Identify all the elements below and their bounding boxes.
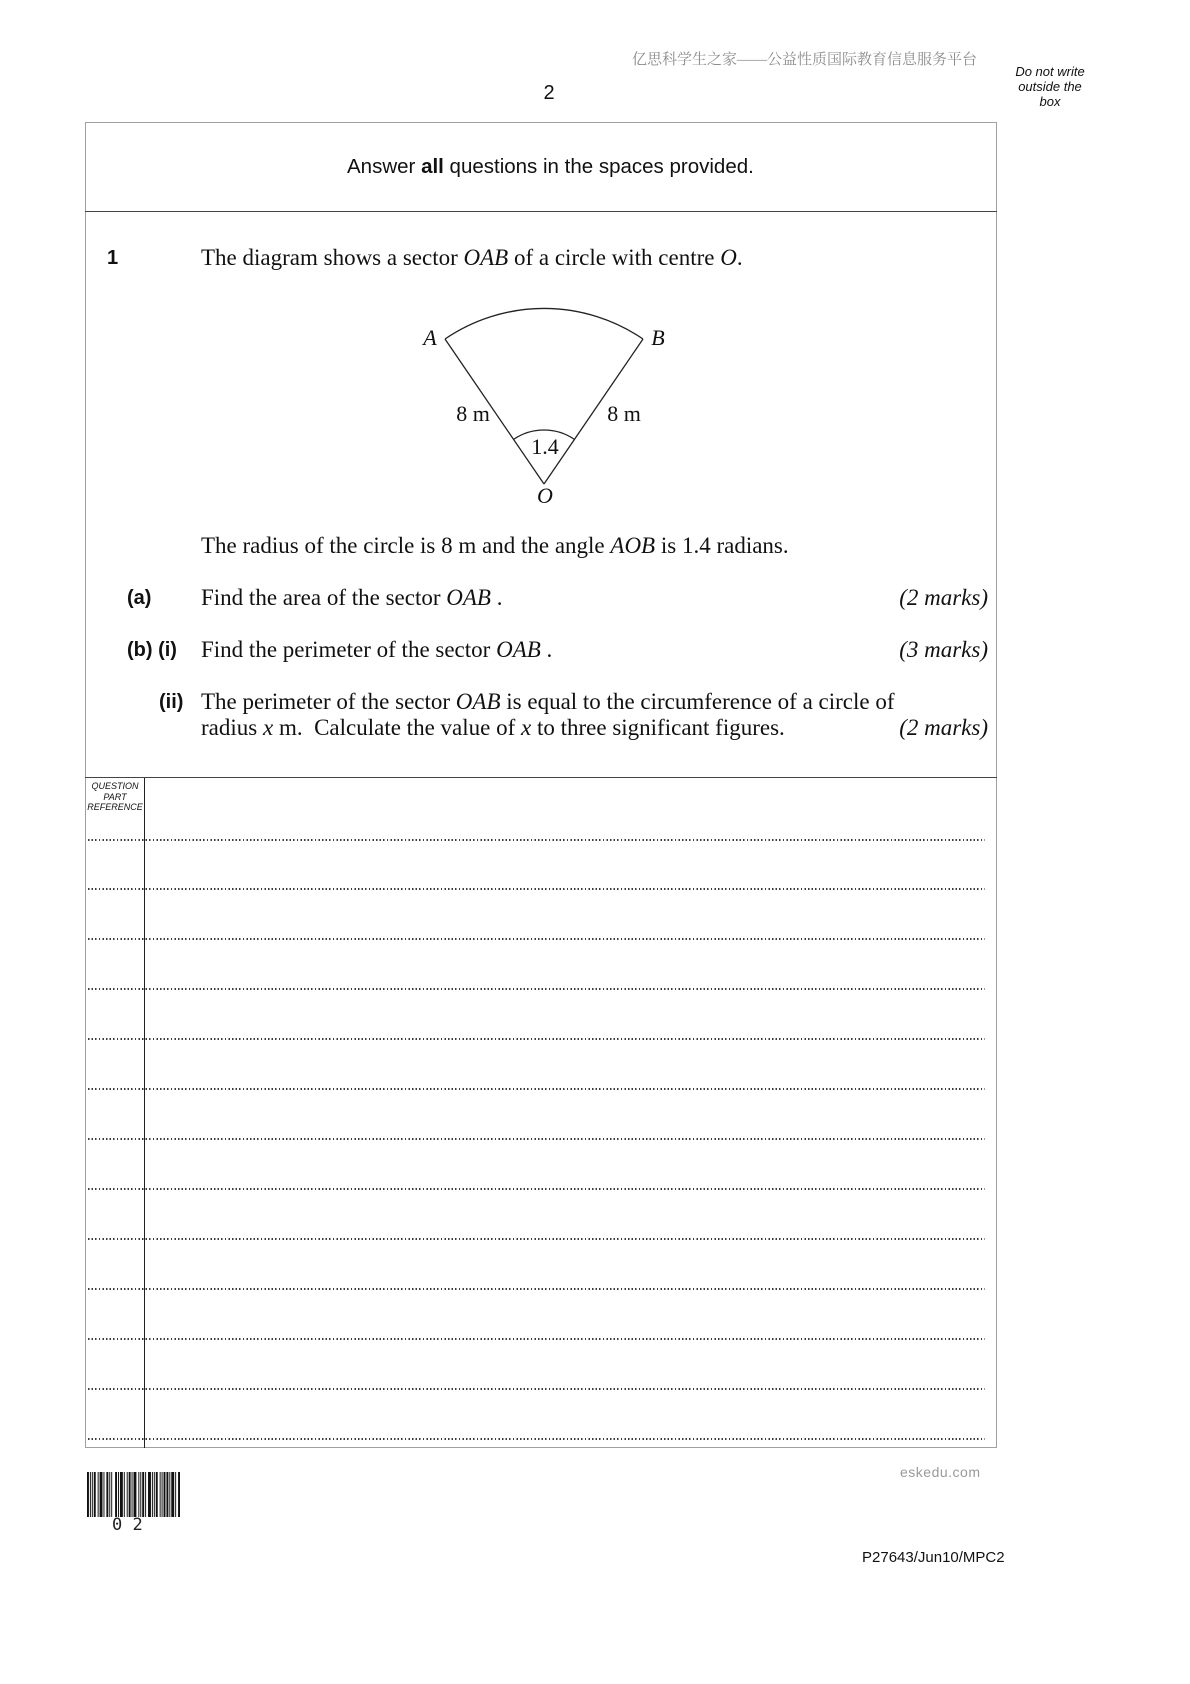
barcode-bar <box>164 1472 166 1517</box>
part-b-i-sector-name: OAB <box>496 637 541 662</box>
sector-diagram <box>400 290 700 520</box>
part-b-ii-sector-name: OAB <box>455 689 501 714</box>
label-angle: 1.4 <box>531 434 559 459</box>
given-text: The radius of the circle is 8 m and the angle <box>201 533 611 558</box>
part-a-text-segment: Find the area of the sector <box>201 585 447 610</box>
intro-sector-name: OAB <box>463 245 509 270</box>
label-point-a: A <box>423 325 437 350</box>
barcode-bar <box>118 1472 119 1517</box>
answer-line <box>88 938 985 940</box>
barcode-bar <box>169 1472 170 1517</box>
answer-line <box>88 1388 985 1390</box>
barcode-bar <box>162 1472 163 1517</box>
question-part-reference-header <box>86 781 144 813</box>
barcode-bar <box>175 1472 176 1517</box>
barcode-bar <box>94 1472 96 1517</box>
label-point-o: O <box>537 483 553 508</box>
question-number: 1 <box>107 247 119 269</box>
barcode-bar <box>140 1472 141 1517</box>
part-a-label: (a) <box>127 587 152 609</box>
question-given <box>201 533 789 559</box>
reference-header-line: REFERENCE <box>87 802 143 812</box>
barcode-number: 0 2 <box>112 1515 143 1535</box>
page-number: 2 <box>543 82 555 104</box>
barcode-bar <box>100 1472 103 1517</box>
answer-line <box>88 988 985 990</box>
barcode-bar <box>90 1472 91 1517</box>
barcode-bar <box>106 1472 108 1517</box>
margin-note-line: box <box>1039 94 1061 109</box>
part-b-i-text <box>201 637 552 663</box>
part-b-ii-variable: x <box>521 715 532 740</box>
part-b-ii-text-segment: to three significant figures. <box>531 715 785 740</box>
barcode-bar <box>166 1472 168 1517</box>
sector-arc <box>445 308 643 339</box>
barcode-bar <box>115 1472 117 1517</box>
header-divider <box>85 211 997 212</box>
label-length-ob: 8 m <box>607 401 641 426</box>
question-intro <box>201 245 743 271</box>
intro-text: The diagram shows a sector <box>201 245 464 270</box>
part-b-ii-text-segment: m. Calculate the value of <box>273 715 521 740</box>
answer-line <box>88 1438 985 1440</box>
answer-line <box>88 1238 985 1240</box>
barcode-bar <box>124 1472 125 1517</box>
answer-line <box>88 1138 985 1140</box>
part-b-ii-marks: (2 marks) <box>899 715 988 740</box>
barcode-bar <box>92 1472 93 1517</box>
barcode-bar <box>103 1472 104 1517</box>
given-text: is 1.4 radians. <box>655 533 789 558</box>
part-b-ii-text-segment: The perimeter of the sector <box>201 689 456 714</box>
part-a-text <box>201 585 502 611</box>
website-watermark: eskedu.com <box>900 1464 981 1480</box>
barcode-bar <box>160 1472 161 1517</box>
reference-header-line: PART <box>103 791 127 802</box>
instructions-emphasis: all <box>421 155 444 178</box>
instructions-text: Answer <box>347 155 422 178</box>
label-length-oa: 8 m <box>456 401 490 426</box>
margin-note <box>1005 64 1095 109</box>
barcode-bar <box>127 1472 128 1517</box>
part-b-i-marks: (3 marks) <box>899 637 988 662</box>
answer-line <box>88 839 985 841</box>
intro-text: . <box>736 245 743 270</box>
barcode-bar <box>111 1472 112 1517</box>
part-b-ii-line-2 <box>201 715 785 741</box>
part-b-i-text-segment: Find the perimeter of the sector <box>201 637 497 662</box>
watermark-text: 亿思科学生之家——公益性质国际教育信息服务平台 <box>632 52 978 68</box>
barcode-bar <box>129 1472 131 1517</box>
part-a-marks: (2 marks) <box>899 585 988 610</box>
part-b-ii-text-segment: radius <box>201 715 263 740</box>
barcode-bar <box>132 1472 133 1517</box>
barcode-bar <box>98 1472 99 1517</box>
answer-line <box>88 1038 985 1040</box>
barcode-bar <box>152 1472 153 1517</box>
barcode-bar <box>156 1472 158 1517</box>
answer-line <box>88 1338 985 1340</box>
barcode-bar <box>171 1472 174 1517</box>
part-b-ii-line-1 <box>201 689 895 715</box>
label-point-b: B <box>651 325 665 350</box>
part-a-text-segment: . <box>490 585 503 610</box>
barcode-bar <box>138 1472 139 1517</box>
barcode-bar <box>87 1472 89 1517</box>
intro-centre-name: O <box>720 245 737 270</box>
barcode-bar <box>178 1472 180 1517</box>
barcode-bar <box>120 1472 123 1517</box>
answer-line <box>88 1088 985 1090</box>
part-a-sector-name: OAB <box>446 585 491 610</box>
barcode-bar <box>145 1472 146 1517</box>
margin-note-line: outside the <box>1018 79 1082 94</box>
instructions <box>347 155 754 179</box>
instructions-text: questions in the spaces provided. <box>443 155 754 178</box>
barcode <box>87 1472 180 1517</box>
answer-area-divider <box>85 777 997 778</box>
part-b-ii-text-segment: is equal to the circumference of a circle of <box>500 689 895 714</box>
margin-note-line: Do not write <box>1015 64 1085 79</box>
barcode-bar <box>154 1472 155 1517</box>
barcode-bar <box>109 1472 110 1517</box>
intro-text: of a circle with centre <box>508 245 721 270</box>
answer-line <box>88 888 985 890</box>
paper-code: P27643/Jun10/MPC2 <box>862 1549 1005 1566</box>
barcode-bar <box>148 1472 151 1517</box>
part-b-i-text-segment: . <box>540 637 553 662</box>
answer-line <box>88 1188 985 1190</box>
reference-column-divider <box>144 778 145 1448</box>
part-b-i-label: (b) (i) <box>127 639 177 661</box>
part-b-ii-label: (ii) <box>159 691 184 713</box>
answer-line <box>88 1288 985 1290</box>
reference-header-line: QUESTION <box>91 781 139 791</box>
part-b-ii-variable: x <box>262 715 274 740</box>
barcode-bar <box>134 1472 137 1517</box>
barcode-bar <box>142 1472 144 1517</box>
given-angle-name: AOB <box>610 533 656 558</box>
